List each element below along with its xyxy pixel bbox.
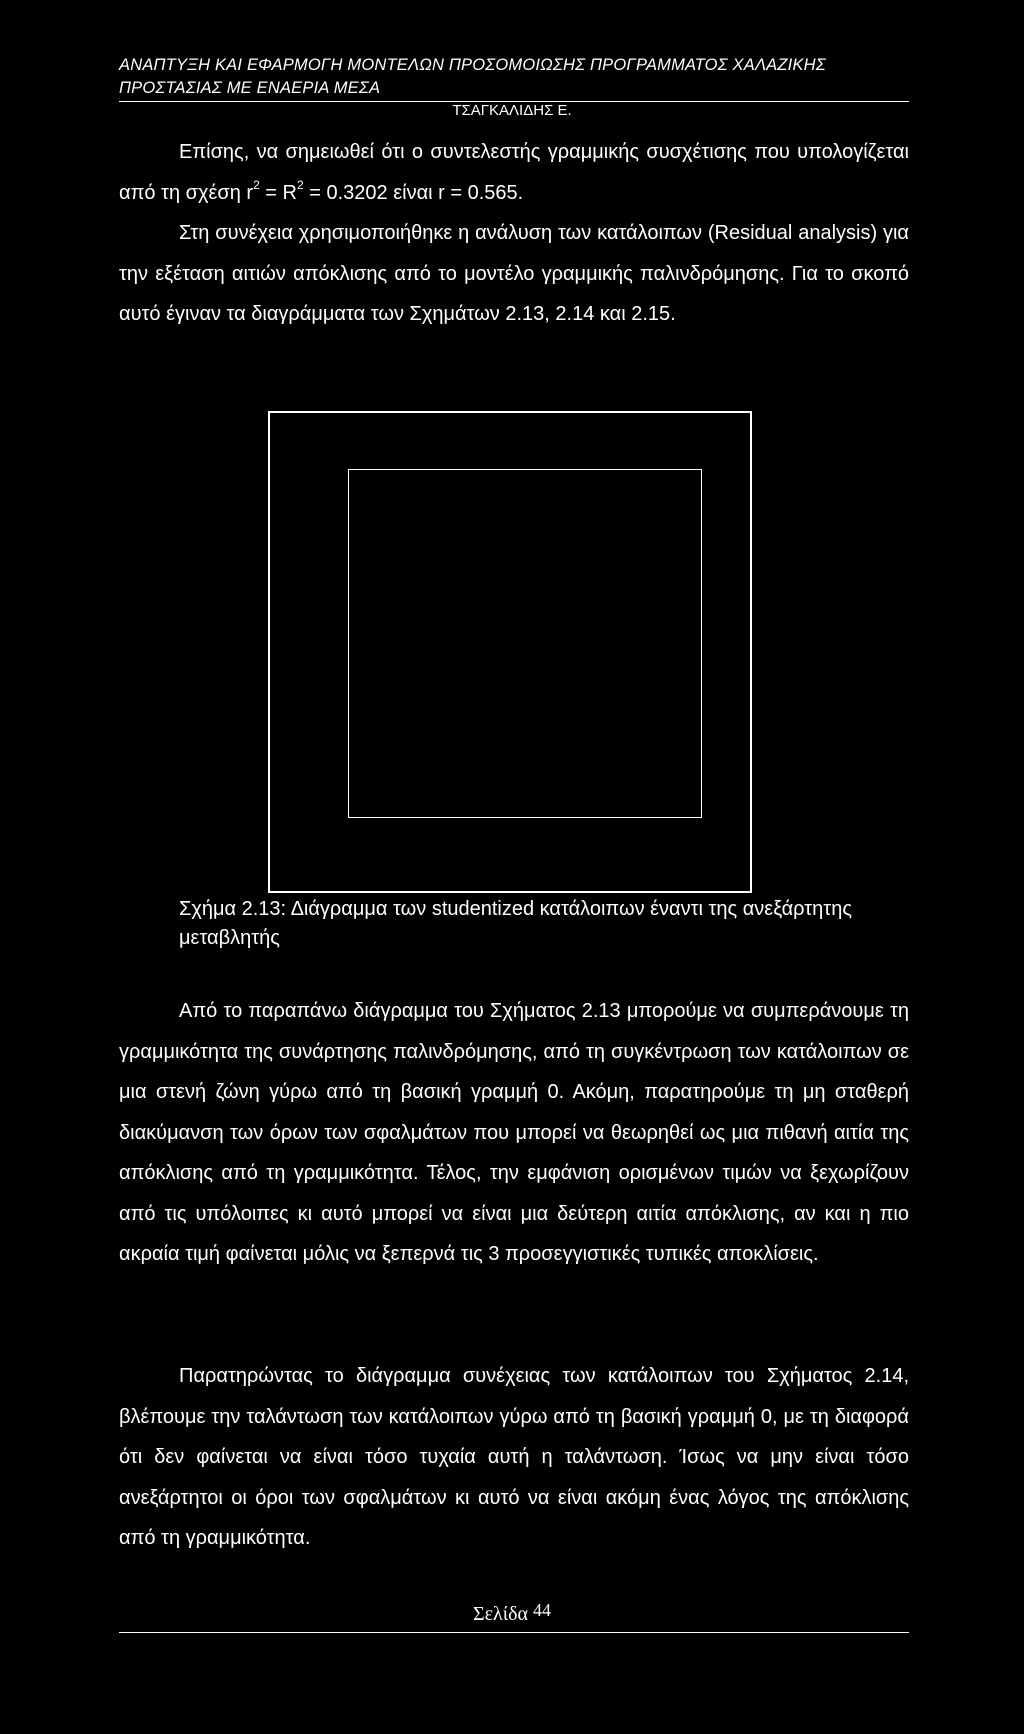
running-header-title: ΑΝΑΠΤΥΞΗ ΚΑΙ ΕΦΑΡΜΟΓΗ ΜΟΝΤΕΛΩΝ ΠΡΟΣΟΜΟΙΩΣΗΣ ΠΡΟΓΡΑΜΜΑΤΟΣ ΧΑΛΑΖΙΚΗΣ ΠΡΟΣΤΑΣΙΑΣ ΜΕ ΕΝΑΕΡΙΑ ΜΕΣΑ <box>119 56 826 97</box>
figure-plot-area <box>348 469 702 818</box>
para1-text-mid: = R <box>259 181 297 204</box>
para1-text-after: = 0.3202 είναι r = 0.565. <box>303 181 524 204</box>
paragraph-figure-discussion: Από το παραπάνω διάγραμμα του Σχήματος 2.13 μπορούμε να συμπεράνουμε τη γραμμικότητα της συνάρτησης παλινδρόμησης, από τη συγκέντρωση των κατάλοιπων σε μια στενή ζώνη γύρω από τη βασική γραμμή 0. Ακόμη, παρατηρούμε τη μη σταθερή διακύμανση των όρων των σφαλμάτων που μπορεί να θεωρηθεί ως μια πιθανή αιτία της απόκλισης από τη γραμμικότητα. Τέλος, την εμφάνιση ορισμένων τιμών να ξεχωρίζουν από τις υπόλοιπες κι αυτό μπορεί να είναι μια δεύτερη αιτία απόκλισης, αν και η πιο ακραία τιμή φαίνεται μόλις να ξεπερνά τις 3 προσεγγιστικές τυπικές αποκλίσεις. <box>119 1000 909 1265</box>
paragraph-continuity-diagram: Παρατηρώντας το διάγραμμα συνέχειας των κατάλοιπων του Σχήματος 2.14, βλέπουμε την ταλάντωση των κατάλοιπων γύρω από τη βασική γραμμή 0, με τη διαφορά ότι δεν φαίνεται να είναι τόσο τυχαία αυτή η ταλάντωση. Ίσως να μην είναι τόσο ανεξάρτητοι οι όροι των σφαλμάτων κι αυτό να είναι ακόμη ένας λόγος της απόκλισης από τη γραμμικότητα. <box>119 1365 909 1549</box>
figure-caption: Σχήμα 2.13: Διάγραμμα των studentized κατάλοιπων έναντι της ανεξάρτητης μεταβλητής <box>179 898 852 949</box>
paragraph-correlation <box>119 132 909 213</box>
page-label: Σελίδα <box>472 1603 529 1625</box>
paragraph-residual-analysis: Στη συνέχεια χρησιμοποιήθηκε η ανάλυση των κατάλοιπων (Residual analysis) για την εξέταση αιτιών απόκλισης από το μοντέλο γραμμικής παλινδρόμησης. Για το σκοπό αυτό έγιναν τα διαγράμματα των Σχημάτων 2.13, 2.14 και 2.15. <box>119 222 909 325</box>
footer-divider <box>119 1632 909 1633</box>
superscript-R-squared: 2 <box>297 177 304 192</box>
running-header-author: ΤΣΑΓΚΑΛΙΔΗΣ Ε. <box>452 102 572 119</box>
para1-text-before: Επίσης, να σημειωθεί ότι ο συντελεστής γραμμικής συσχέτισης που υπολογίζεται από τη σχέση r <box>119 141 909 204</box>
page-number <box>0 1602 1024 1626</box>
page-number-value: 44 <box>533 1600 552 1620</box>
superscript-r-squared: 2 <box>253 177 260 192</box>
